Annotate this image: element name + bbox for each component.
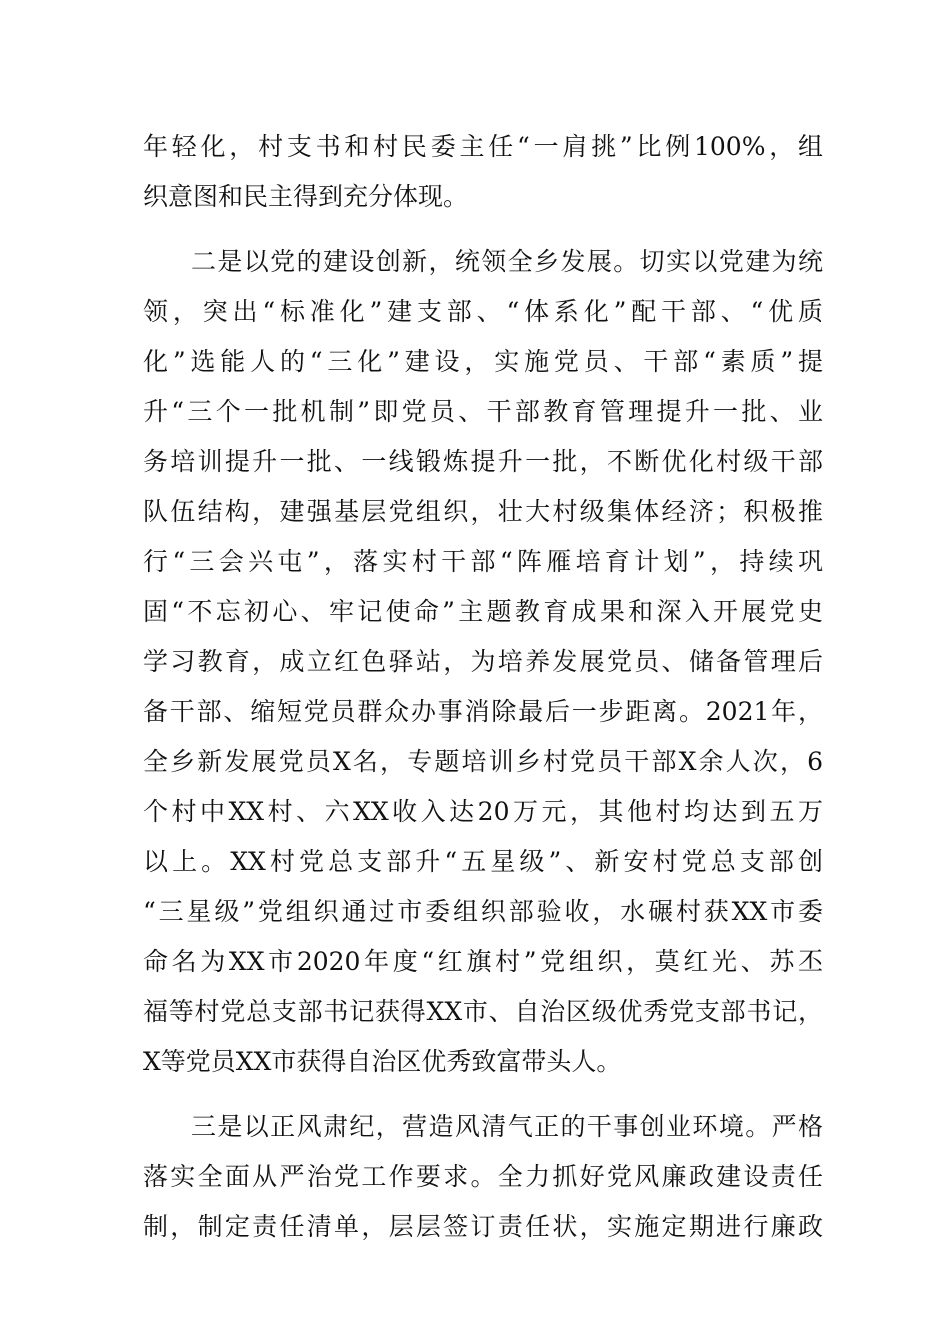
text-line: “三星级”党组织通过市委组织部验收，水碾村获XX市委 (143, 897, 823, 926)
text-line: 织意图和民主得到充分体现。 (143, 182, 469, 211)
paragraph-1 (143, 122, 823, 222)
text-line: 全乡新发展党员X名，专题培训乡村党员干部X余人次，6 (143, 747, 823, 776)
text-line: 固“不忘初心、牢记使命”主题教育成果和深入开展党史 (143, 597, 823, 626)
text-line: 以上。XX村党总支部升“五星级”、新安村党总支部创 (143, 847, 823, 876)
text-line: 升“三个一批机制”即党员、干部教育管理提升一批、业 (143, 397, 823, 426)
text-line: 制，制定责任清单，层层签订责任状，实施定期进行廉政 (143, 1212, 823, 1241)
text-line: 二是以党的建设创新，统领全乡发展。切实以党建为统 (191, 247, 823, 276)
text-line: 领，突出“标准化”建支部、“体系化”配干部、“优质 (143, 297, 823, 326)
text-line: 年轻化，村支书和村民委主任“一肩挑”比例100%，组 (143, 132, 823, 161)
text-line: 个村中XX村、六XX收入达20万元，其他村均达到五万 (143, 797, 823, 826)
text-line: 队伍结构，建强基层党组织，壮大村级集体经济；积极推 (143, 497, 823, 526)
paragraph-gap (143, 1087, 823, 1102)
text-line: 三是以正风肃纪，营造风清气正的干事创业环境。严格 (191, 1112, 823, 1141)
document-body (143, 122, 823, 1252)
paragraph-3 (143, 1102, 823, 1252)
text-line: 命名为XX市2020年度“红旗村”党组织，莫红光、苏丕 (143, 947, 823, 976)
text-line: 学习教育，成立红色驿站，为培养发展党员、储备管理后 (143, 647, 823, 676)
text-line: X等党员XX市获得自治区优秀致富带头人。 (143, 1047, 622, 1076)
text-line: 化”选能人的“三化”建设，实施党员、干部“素质”提 (143, 347, 823, 376)
paragraph-2 (143, 237, 823, 1087)
paragraph-gap (143, 222, 823, 237)
text-line: 务培训提升一批、一线锻炼提升一批，不断优化村级干部 (143, 447, 823, 476)
text-line: 行“三会兴屯”，落实村干部“阵雁培育计划”，持续巩 (143, 547, 823, 576)
text-line: 备干部、缩短党员群众办事消除最后一步距离。2021年， (143, 697, 823, 726)
text-line: 福等村党总支部书记获得XX市、自治区级优秀党支部书记， (143, 997, 823, 1026)
text-line: 落实全面从严治党工作要求。全力抓好党风廉政建设责任 (143, 1162, 823, 1191)
